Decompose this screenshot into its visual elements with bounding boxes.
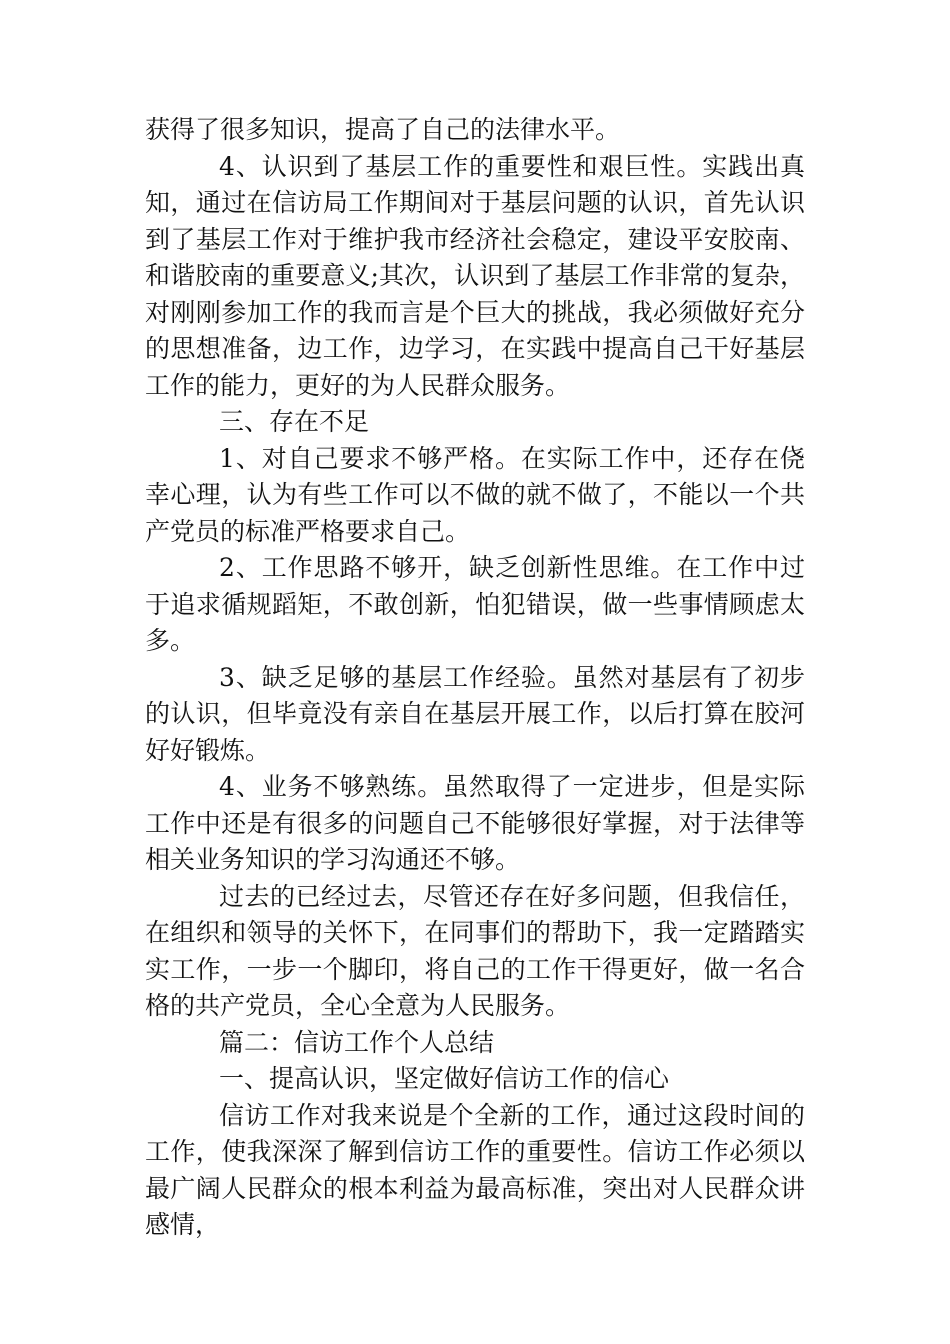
paragraph-continuation: 获得了很多知识，提高了自己的法律水平。 <box>145 115 621 144</box>
paragraph-shortcoming-1: 1、对自己要求不够严格。在实际工作中，还存在侥幸心理，认为有些工作可以不做的就不做了，不能以一个共产党员的标准严格要求自己。 <box>145 443 805 546</box>
paragraph-item-4-grassroots: 4、认识到了基层工作的重要性和艰巨性。实践出真知，通过在信访局工作期间对于基层问题的认识，首先认识到了基层工作对于维护我市经济社会稳定，建设平安胶南、和谐胶南的重要意义;其次，认识到了基层工作非常的复杂，对刚刚参加工作的我而言是个巨大的挑战，我必须做好充分的思想准备，边工作，边学习，在实践中提高自己干好基层工作的能力，更好的为人民群众服务。 <box>145 151 805 400</box>
section-heading-shortcomings: 三、存在不足 <box>219 407 370 436</box>
section-heading-awareness: 一、提高认识，坚定做好信访工作的信心 <box>219 1064 670 1093</box>
paragraph-awareness-body: 信访工作对我来说是个全新的工作，通过这段时间的工作，使我深深了解到信访工作的重要性。信访工作必须以最广阔人民群众的根本利益为最高标准，突出对人民群众讲感情， <box>145 1100 805 1239</box>
document-body <box>145 112 805 1244</box>
paragraph-shortcoming-2: 2、工作思路不够开，缺乏创新性思维。在工作中过于追求循规蹈矩，不敢创新，怕犯错误，做一些事情顾虑太多。 <box>145 553 805 655</box>
paragraph-conclusion: 过去的已经过去，尽管还存在好多问题，但我信任，在组织和领导的关怀下，在同事们的帮助下，我一定踏踏实实工作，一步一个脚印，将自己的工作干得更好，做一名合格的共产党员，全心全意为人民服务。 <box>145 881 805 1020</box>
paragraph-shortcoming-3: 3、缺乏足够的基层工作经验。虽然对基层有了初步的认识，但毕竟没有亲自在基层开展工作，以后打算在胶河好好锻炼。 <box>145 662 805 765</box>
paragraph-shortcoming-4: 4、业务不够熟练。虽然取得了一定进步，但是实际工作中还是有很多的问题自己不能够很好掌握，对于法律等相关业务知识的学习沟通还不够。 <box>145 772 805 874</box>
article-heading-part-two: 篇二：信访工作个人总结 <box>219 1027 495 1057</box>
